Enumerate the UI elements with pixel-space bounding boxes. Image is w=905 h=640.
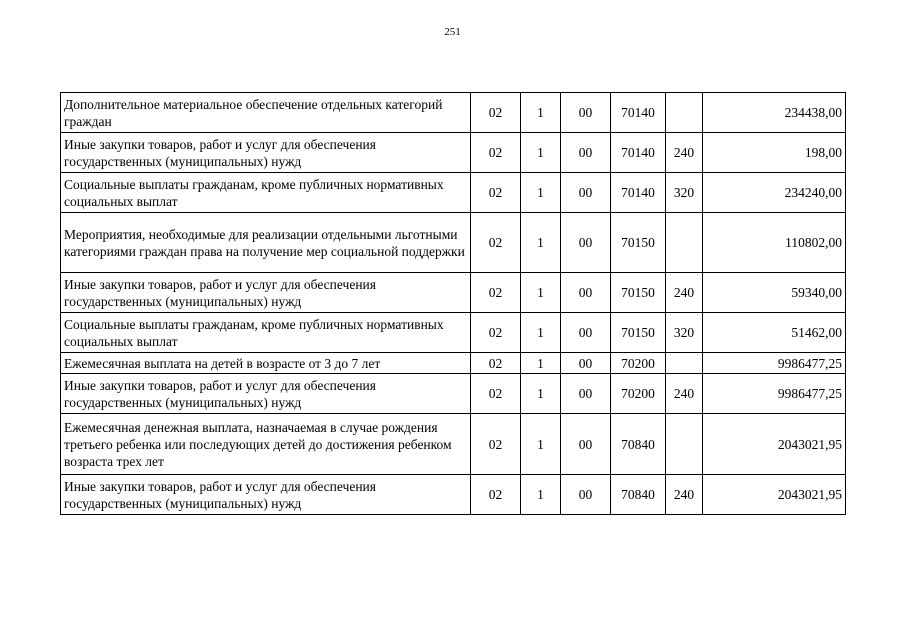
row-code-5-cell: 240 (666, 133, 703, 173)
row-sum-cell: 51462,00 (703, 313, 846, 353)
row-sum-cell: 9986477,25 (703, 353, 846, 374)
row-code-1-cell: 02 (471, 273, 521, 313)
row-code-5-cell: 240 (666, 374, 703, 414)
row-code-1-cell: 02 (471, 374, 521, 414)
row-code-5-cell: 320 (666, 313, 703, 353)
table-row (61, 273, 846, 313)
table-row (61, 414, 846, 475)
row-name-cell: Социальные выплаты гражданам, кроме публичных нормативных социальных выплат (61, 313, 471, 353)
row-name-cell: Социальные выплаты гражданам, кроме публичных нормативных социальных выплат (61, 173, 471, 213)
row-code-1-cell: 02 (471, 93, 521, 133)
row-code-5-cell (666, 353, 703, 374)
row-code-1-cell: 02 (471, 213, 521, 273)
row-sum-cell: 234438,00 (703, 93, 846, 133)
row-code-3-cell: 00 (561, 173, 611, 213)
row-code-2-cell: 1 (521, 353, 561, 374)
row-name-cell: Иные закупки товаров, работ и услуг для обеспечения государственных (муниципальных) нужд (61, 374, 471, 414)
row-code-1-cell: 02 (471, 353, 521, 374)
table-row (61, 374, 846, 414)
row-code-3-cell: 00 (561, 353, 611, 374)
row-code-2-cell: 1 (521, 475, 561, 515)
row-code-1-cell: 02 (471, 173, 521, 213)
row-code-4-cell: 70140 (611, 93, 666, 133)
row-sum-cell: 2043021,95 (703, 475, 846, 515)
row-code-1-cell: 02 (471, 313, 521, 353)
row-code-3-cell: 00 (561, 313, 611, 353)
row-code-4-cell: 70150 (611, 313, 666, 353)
row-code-4-cell: 70200 (611, 353, 666, 374)
row-code-5-cell: 240 (666, 273, 703, 313)
row-code-1-cell: 02 (471, 133, 521, 173)
row-sum-cell: 59340,00 (703, 273, 846, 313)
row-code-3-cell: 00 (561, 273, 611, 313)
row-code-4-cell: 70200 (611, 374, 666, 414)
table-row (61, 173, 846, 213)
row-name-cell: Мероприятия, необходимые для реализации отдельными льготными категориями граждан права на получение мер социальной поддержки (61, 213, 471, 273)
row-code-4-cell: 70150 (611, 273, 666, 313)
row-code-5-cell (666, 414, 703, 475)
row-code-3-cell: 00 (561, 213, 611, 273)
row-code-2-cell: 1 (521, 313, 561, 353)
row-sum-cell: 198,00 (703, 133, 846, 173)
row-code-4-cell: 70140 (611, 133, 666, 173)
row-sum-cell: 110802,00 (703, 213, 846, 273)
row-code-2-cell: 1 (521, 93, 561, 133)
row-code-1-cell: 02 (471, 414, 521, 475)
page-number: 251 (444, 26, 461, 38)
table-row (61, 133, 846, 173)
row-sum-cell: 9986477,25 (703, 374, 846, 414)
row-name-cell: Дополнительное материальное обеспечение отдельных категорий граждан (61, 93, 471, 133)
table-row (61, 213, 846, 273)
table-row (61, 475, 846, 515)
row-name-cell: Иные закупки товаров, работ и услуг для обеспечения государственных (муниципальных) нужд (61, 475, 471, 515)
table-row (61, 313, 846, 353)
row-sum-cell: 2043021,95 (703, 414, 846, 475)
budget-table (60, 92, 846, 515)
budget-table-body (61, 93, 846, 515)
row-code-3-cell: 00 (561, 133, 611, 173)
row-code-3-cell: 00 (561, 475, 611, 515)
row-code-5-cell: 320 (666, 173, 703, 213)
row-name-cell: Иные закупки товаров, работ и услуг для обеспечения государственных (муниципальных) нужд (61, 133, 471, 173)
row-code-3-cell: 00 (561, 414, 611, 475)
row-sum-cell: 234240,00 (703, 173, 846, 213)
row-code-5-cell (666, 93, 703, 133)
row-code-4-cell: 70150 (611, 213, 666, 273)
row-code-5-cell (666, 213, 703, 273)
row-code-4-cell: 70840 (611, 414, 666, 475)
row-code-2-cell: 1 (521, 133, 561, 173)
row-code-2-cell: 1 (521, 374, 561, 414)
row-code-4-cell: 70140 (611, 173, 666, 213)
table-row (61, 93, 846, 133)
row-name-cell: Ежемесячная денежная выплата, назначаемая в случае рождения третьего ребенка или последующих детей до достижения ребенком возраста трех лет (61, 414, 471, 475)
row-name-cell: Ежемесячная выплата на детей в возрасте от 3 до 7 лет (61, 353, 471, 374)
row-code-4-cell: 70840 (611, 475, 666, 515)
table-row (61, 353, 846, 374)
row-code-3-cell: 00 (561, 93, 611, 133)
row-code-2-cell: 1 (521, 173, 561, 213)
row-code-2-cell: 1 (521, 273, 561, 313)
row-code-5-cell: 240 (666, 475, 703, 515)
row-name-cell: Иные закупки товаров, работ и услуг для обеспечения государственных (муниципальных) нужд (61, 273, 471, 313)
row-code-2-cell: 1 (521, 213, 561, 273)
row-code-3-cell: 00 (561, 374, 611, 414)
row-code-1-cell: 02 (471, 475, 521, 515)
row-code-2-cell: 1 (521, 414, 561, 475)
